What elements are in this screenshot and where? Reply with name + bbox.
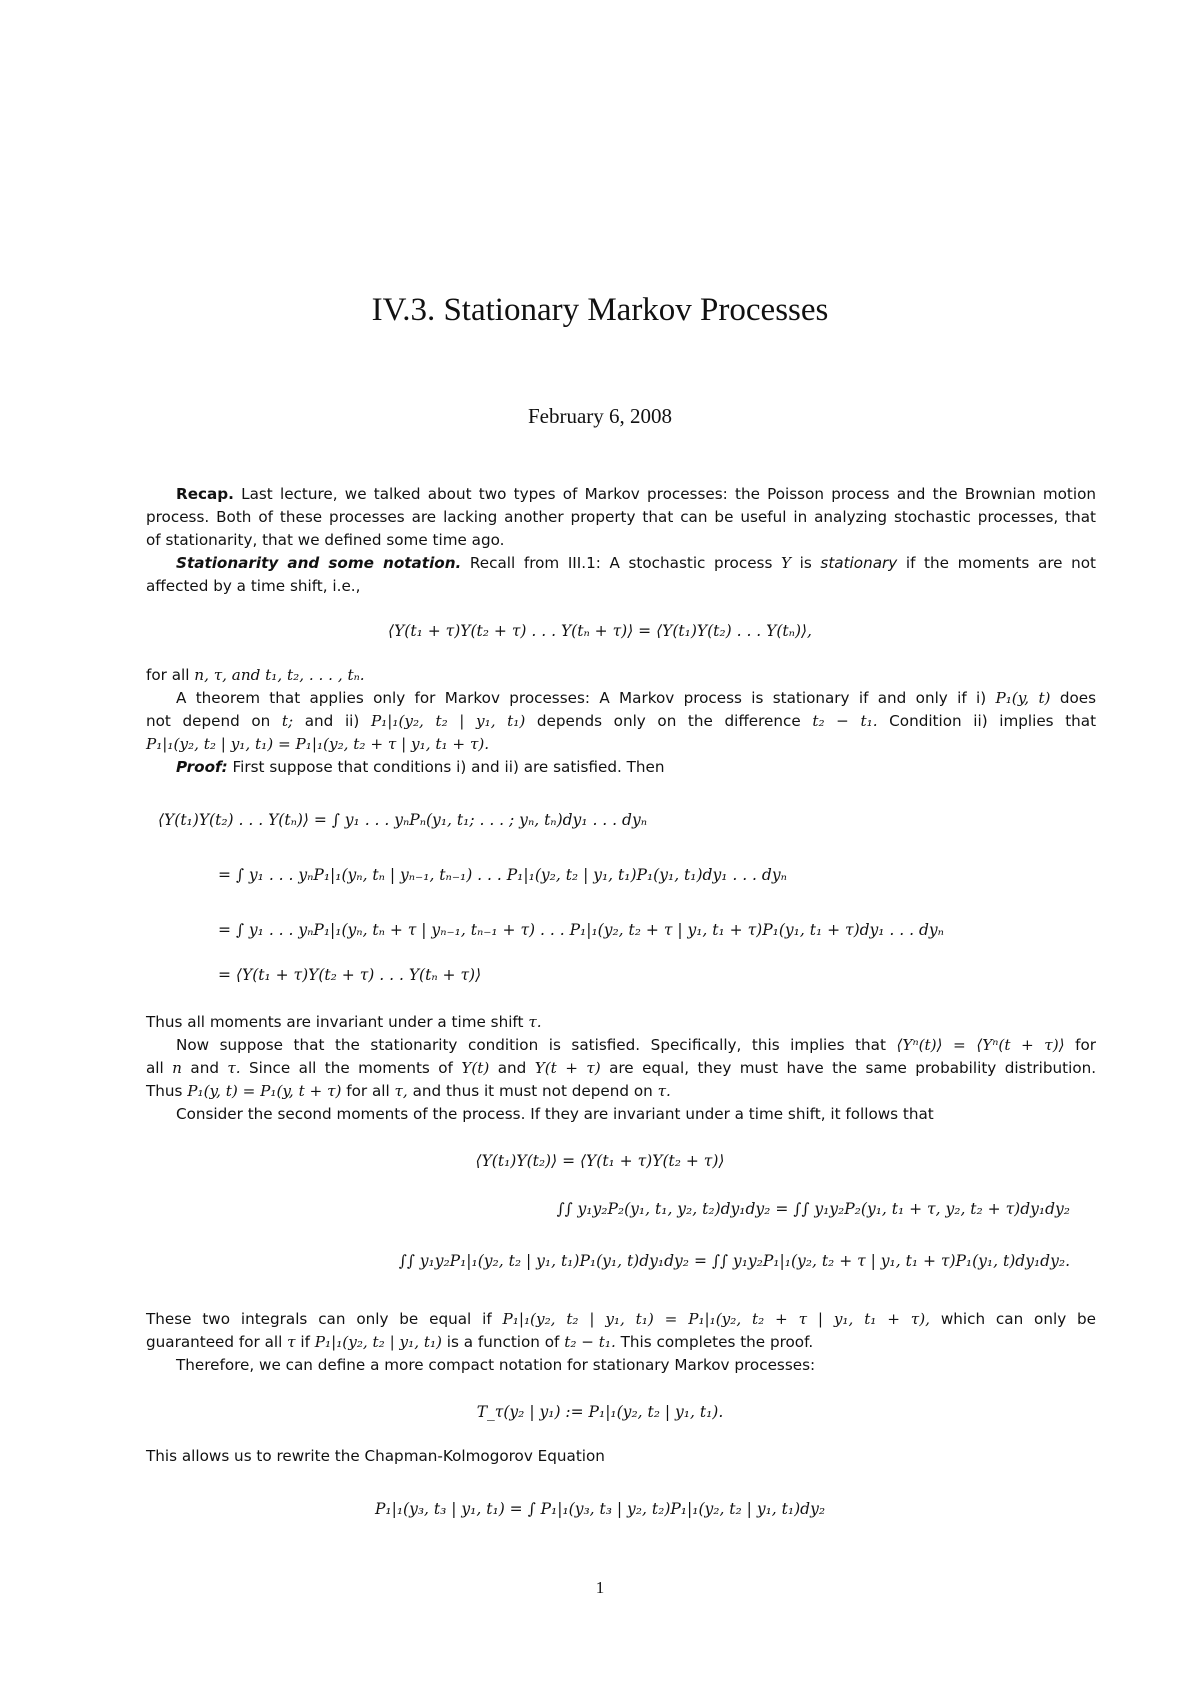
- integrals-text: is a function of: [446, 1333, 560, 1351]
- theorem-text: and ii): [304, 712, 360, 730]
- converse-line-1: [176, 1034, 1096, 1056]
- integrals-line-2: [146, 1331, 1096, 1353]
- stationarity-heading: Stationarity and some notation.: [176, 554, 462, 572]
- integrals-text: if: [300, 1333, 310, 1351]
- second-moment-equation-3: ∫∫ y₁y₂P₁|₁(y₂, t₂ | y₁, t₁)P₁(y₁, t)dy₁dy₂ = ∫∫ y₁y₂P₁|₁(y₂, t₂ + τ | y₁, t₁ + τ)P₁(y₁, t)dy₁dy₂.: [398, 1252, 1070, 1270]
- converse-line-2: [146, 1057, 1096, 1079]
- forall-line: [146, 664, 1096, 686]
- page-number: 1: [595, 1578, 605, 1597]
- second-moments-line: Consider the second moments of the process. If they are invariant under a time shift, it follows that: [176, 1105, 934, 1123]
- converse-text: are equal, they must have the same probability distribution.: [609, 1059, 1097, 1077]
- math-inline: τ.: [657, 1082, 671, 1100]
- recap-line-3: of stationarity, that we defined some time ago.: [146, 531, 505, 549]
- math-inline: t₂ − t₁.: [812, 712, 878, 730]
- page-title: IV.3. Stationary Markov Processes: [371, 292, 829, 328]
- recap-line-2: process. Both of these processes are lacking another property that can be useful in analyzing stochastic processes, that: [146, 508, 1096, 526]
- proof-equation-line-4: = ⟨Y(t₁ + τ)Y(t₂ + τ) . . . Y(tₙ + τ)⟩: [218, 966, 482, 984]
- integrals-text: These two integrals can only be equal if: [146, 1310, 492, 1328]
- document-date: February 6, 2008: [527, 404, 673, 428]
- math-inline: n: [172, 1059, 182, 1077]
- converse-text: all: [146, 1059, 164, 1077]
- converse-text: and thus it must not depend on: [412, 1082, 653, 1100]
- math-inline: Y(t): [461, 1059, 490, 1077]
- converse-text: Thus: [146, 1082, 183, 1100]
- math-inline: Y: [781, 554, 792, 572]
- converse-text: for: [1075, 1036, 1097, 1054]
- stationarity-line-2: affected by a time shift, i.e.,: [146, 577, 361, 595]
- math-inline: P₁|₁(y₂, t₂ | y₁, t₁) = P₁|₁(y₂, t₂ + τ | y₁, t₁ + τ),: [502, 1310, 930, 1328]
- equation-stationarity: ⟨Y(t₁ + τ)Y(t₂ + τ) . . . Y(tₙ + τ)⟩ = ⟨Y(t₁)Y(t₂) . . . Y(tₙ)⟩,: [388, 622, 812, 640]
- math-inline: t;: [281, 712, 294, 730]
- integrals-text: guaranteed for all: [146, 1333, 283, 1351]
- converse-text: Now suppose that the stationarity condition is satisfied. Specifically, this implies that: [176, 1036, 886, 1054]
- compact-equation: T_τ(y₂ | y₁) := P₁|₁(y₂, t₂ | y₁, t₁).: [476, 1403, 724, 1421]
- theorem-text: does: [1059, 689, 1097, 707]
- proof-intro: [176, 756, 1096, 778]
- stationarity-line-1: [176, 552, 1096, 574]
- math-inline: τ.: [227, 1059, 241, 1077]
- converse-text: and: [190, 1059, 219, 1077]
- integrals-text: This completes the proof.: [620, 1333, 814, 1351]
- theorem-text: Condition ii) implies that: [889, 712, 1097, 730]
- proof-text: First suppose that conditions i) and ii) are satisfied. Then: [232, 758, 665, 776]
- theorem-line-3: [146, 733, 1096, 755]
- chapman-kolmogorov-equation: P₁|₁(y₃, t₃ | y₁, t₁) = ∫ P₁|₁(y₃, t₃ | y₂, t₂)P₁|₁(y₂, t₂ | y₁, t₁)dy₂: [374, 1500, 826, 1518]
- stationarity-text: is: [799, 554, 812, 572]
- proof-equation-line-1: ⟨Y(t₁)Y(t₂) . . . Y(tₙ)⟩ = ∫ y₁ . . . yₙPₙ(y₁, t₁; . . . ; yₙ, tₙ)dy₁ . . . dyₙ: [158, 811, 647, 829]
- forall-text: for all: [146, 666, 190, 684]
- theorem-text: depends only on the difference: [536, 712, 801, 730]
- theorem-text: A theorem that applies only for Markov processes: A Markov process is stationary if and only if i): [176, 689, 987, 707]
- math-inline: n, τ, and t₁, t₂, . . . , tₙ.: [194, 666, 365, 684]
- recap-text-1: Last lecture, we talked about two types of Markov processes: the Poisson process and the Brownian motion: [241, 485, 1097, 503]
- math-inline: t₂ − t₁.: [564, 1333, 616, 1351]
- recap-heading: Recap.: [176, 485, 234, 503]
- math-inline: Y(t + τ): [534, 1059, 601, 1077]
- recap-line-1: [176, 483, 1096, 505]
- second-moment-equation-1: ⟨Y(t₁)Y(t₂)⟩ = ⟨Y(t₁ + τ)Y(t₂ + τ)⟩: [475, 1152, 725, 1170]
- converse-line-3: [146, 1080, 1096, 1102]
- proof-equation-line-2: = ∫ y₁ . . . yₙP₁|₁(yₙ, tₙ | yₙ₋₁, tₙ₋₁) . . . P₁|₁(y₂, t₂ | y₁, t₁)P₁(y₁, t₁)dy₁ . . . dyₙ: [218, 866, 787, 884]
- math-inline: P₁|₁(y₂, t₂ | y₁, t₁): [314, 1333, 442, 1351]
- math-inline: P₁(y, t): [995, 689, 1051, 707]
- rewrite-line: This allows us to rewrite the Chapman-Kolmogorov Equation: [146, 1447, 605, 1465]
- math-inline: P₁(y, t) = P₁(y, t + τ): [187, 1082, 342, 1100]
- converse-text: Since all the moments of: [249, 1059, 453, 1077]
- stationarity-text: Recall from III.1: A stochastic process: [469, 554, 773, 572]
- math-inline: ⟨Yⁿ(t)⟩ = ⟨Yⁿ(t + τ)⟩: [896, 1036, 1065, 1054]
- proof-label: Proof:: [176, 758, 228, 776]
- second-moment-equation-2: ∫∫ y₁y₂P₂(y₁, t₁, y₂, t₂)dy₁dy₂ = ∫∫ y₁y₂P₂(y₁, t₁ + τ, y₂, t₂ + τ)dy₁dy₂: [556, 1200, 1070, 1218]
- math-inline: τ.: [528, 1013, 542, 1031]
- integrals-line-1: [146, 1308, 1096, 1330]
- math-inline: τ: [287, 1333, 296, 1351]
- stationarity-text: if the moments are not: [905, 554, 1096, 572]
- compact-line: Therefore, we can define a more compact notation for stationary Markov processes:: [176, 1356, 816, 1374]
- converse-text: and: [497, 1059, 527, 1077]
- theorem-text: not depend on: [146, 712, 271, 730]
- converse-text: for all: [346, 1082, 390, 1100]
- math-inline: τ,: [394, 1082, 408, 1100]
- invariant-text: Thus all moments are invariant under a time shift: [146, 1013, 524, 1031]
- proof-equation-line-3: = ∫ y₁ . . . yₙP₁|₁(yₙ, tₙ + τ | yₙ₋₁, tₙ₋₁ + τ) . . . P₁|₁(y₂, t₂ + τ | y₁, t₁ + τ)P₁(y₁, t₁ + τ)dy₁ . . . dyₙ: [218, 921, 944, 939]
- math-inline: P₁|₁(y₂, t₂ | y₁, t₁): [370, 712, 526, 730]
- theorem-line-1: [176, 687, 1096, 709]
- invariant-line: [146, 1011, 1096, 1033]
- theorem-line-2: [146, 710, 1096, 732]
- math-inline: P₁|₁(y₂, t₂ | y₁, t₁) = P₁|₁(y₂, t₂ + τ | y₁, t₁ + τ).: [146, 735, 490, 753]
- integrals-text: which can only be: [940, 1310, 1097, 1328]
- emphasis-stationary: stationary: [820, 554, 898, 572]
